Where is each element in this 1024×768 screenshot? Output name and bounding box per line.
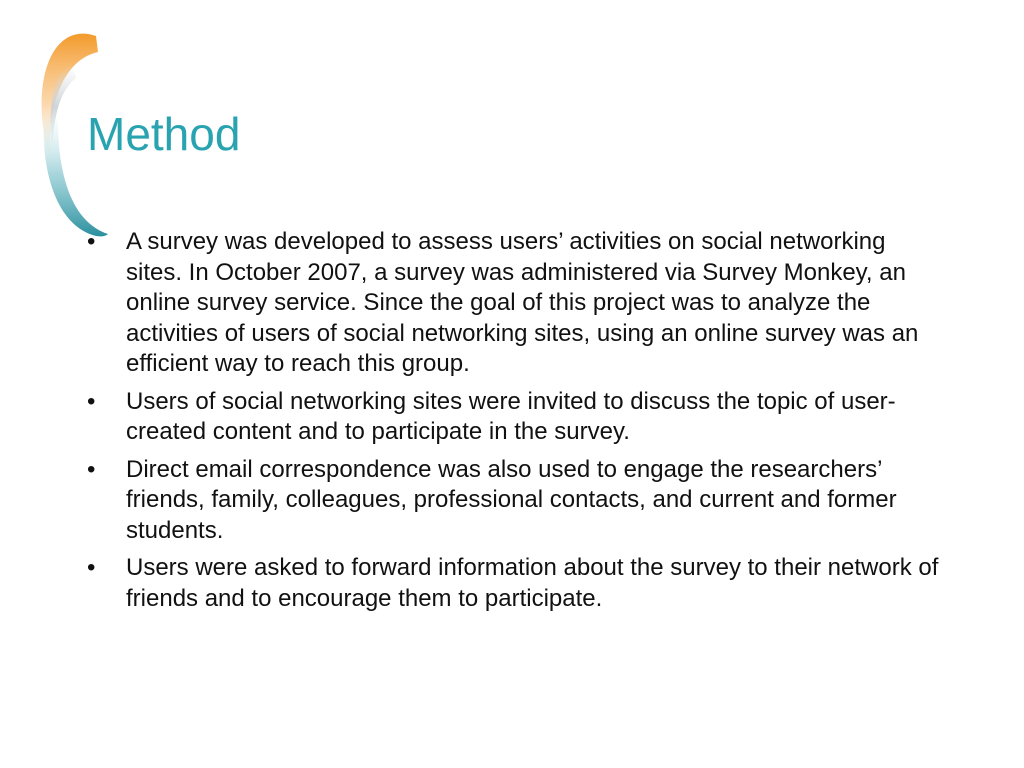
bullet-text: Users were asked to forward information about the survey to their network of friends and to encourage them to participate. [126,554,939,612]
bullet-item [87,227,947,380]
bullet-marker: • [87,387,96,415]
bullet-text: A survey was developed to assess users’ activities on social networking sites. In October 2007, a survey was administered via Survey Monkey, an online survey service. Since the goal of this project was to analyze the activities of users of social networking sites, using an online survey was an efficient way to reach this group. [126,228,919,377]
slide-title: Method [87,108,241,160]
bullet-text: Direct email correspondence was also used to engage the researchers’ friends, family, colleagues, professional contacts, and current and former students. [126,455,897,544]
bullet-text: Users of social networking sites were invited to discuss the topic of user-created content and to participate in the survey. [126,387,896,445]
bullet-item [87,553,947,614]
bullet-item [87,455,947,547]
bullet-marker: • [87,455,96,483]
bullet-marker: • [87,554,96,581]
bullet-marker: • [87,228,96,255]
bullet-list [87,227,947,621]
bullet-item [87,387,947,448]
